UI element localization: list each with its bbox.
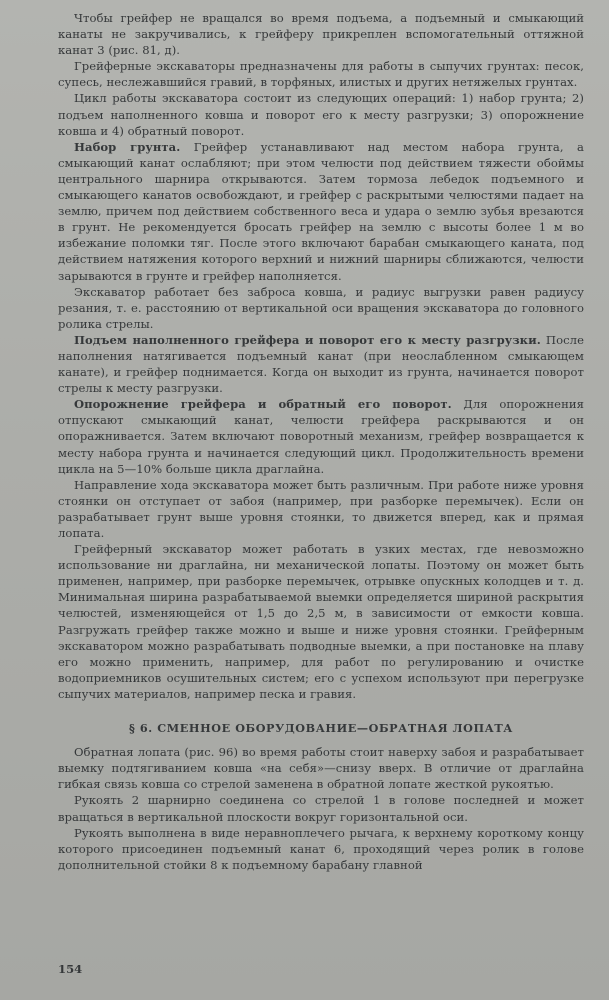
paragraph <box>58 139 584 284</box>
paragraph <box>58 10 584 58</box>
page-number: 154 <box>58 962 83 976</box>
paragraph <box>58 825 584 873</box>
section-heading: § 6. СМЕННОЕ ОБОРУДОВАНИЕ—ОБРАТНАЯ ЛОПАТА <box>128 721 514 736</box>
paragraph-text: Экскаватор работает без заброса ковша, и радиус выгрузки равен радиусу резания, т. е. расстоянию от вертикальной оси вращения экскаватора до головного ролика стрелы. <box>58 284 584 331</box>
paragraph-text: Направление хода экскаватора может быть различным. При работе ниже уровня стоянки он отступает от забоя (например, при разборке перемычек). Если он разрабатывает грунт выше уровня стоянки, то движется вперед, как и прямая лопата. <box>58 477 584 540</box>
paragraph <box>58 477 584 541</box>
paragraph <box>58 541 584 702</box>
paragraph-text: Грейфер устанавливают над местом набора грунта, а смыкающий канат ослабляют; при этом челюсти под действием тяжести обоймы центрального шарнира открываются. Затем тормоза лебедок подъемного и смыкающего канатов освобождают, и грейфер с раскрытыми челюстями падает на землю, причем под действием собственного веса и удара о землю зубья врезаются в грунт. Не рекомендуется бросать грейфер на землю с высоты более 1 м во избежание поломки тяг. После этого включают барабан смыкающего каната, под действием натяжения которого верхний и нижний шарниры сближаются, челюсти зарываются в грунте и грейфер наполняется. <box>58 139 584 283</box>
paragraph-text: Грейферный экскаватор может работать в узких местах, где невозможно использование ни драглайна, ни механической лопаты. Поэтому он может быть применен, например, при разборке перемычек, отрывке опускных колодцев и т. д. Минимальная ширина разрабатываемой выемки определяется шириной раскрытия челюстей, изменяющейся от 1,5 до 2,5 м, в зависимости от емкости ковша. Разгружать грейфер также можно и выше и ниже уровня стоянки. Грейферным экскаватором можно разрабатывать подводные выемки, а при постановке на плаву его можно применить, например, для работ по регулированию и очистке водоприемников осушительных систем; его с успехом используют при перегрузке сыпучих материалов, например песка и гравия. <box>58 542 584 701</box>
paragraph <box>58 792 584 824</box>
paragraph-text: Рукоять выполнена в виде неравноплечего рычага, к верхнему короткому концу которого присоединен подъемный канат 6, проходящий через ролик в голове дополнительной стойки 8 к подъемному барабану главной <box>58 825 584 872</box>
page-body <box>58 10 584 873</box>
paragraph <box>58 90 584 138</box>
paragraph-text: Рукоять 2 шарнирно соединена со стрелой 1 в голове последней и может вращаться в вертикальной плоскости вокруг горизонтальной оси. <box>58 793 584 824</box>
paragraph-lead: Набор грунта. <box>74 139 181 154</box>
paragraph-text: Чтобы грейфер не вращался во время подъема, а подъемный и смыкающий канаты не закручивались, к грейферу прикреплен вспомогательный оттяжной канат 3 (рис. 81, д). <box>58 11 584 58</box>
paragraph-text: Грейферные экскаваторы предназначены для работы в сыпучих грунтах: песок, супесь, неслежавшийся гравий, в торфяных, илистых и других нетяжелых грунтах. <box>58 59 584 90</box>
paragraph-text: После наполнения натягивается подъемный канат (при неослабленном смыкающем канате), и грейфер поднимается. Когда он выходит из грунта, начинается поворот стрелы к месту разгрузки. <box>58 332 584 396</box>
paragraph-lead: Опорожнение грейфера и обратный его поворот. <box>74 397 452 412</box>
paragraph <box>58 58 584 90</box>
paragraph <box>58 744 584 792</box>
paragraph-text: Цикл работы экскаватора состоит из следующих операций: 1) набор грунта; 2) подъем наполненного ковша и поворот его к месту разгрузки; 3) опорожнение ковша и 4) обратный поворот. <box>58 91 584 138</box>
paragraph-text: Для опорожнения отпускают смыкающий канат, челюсти грейфера раскрываются и он опоражнивается. Затем включают поворотный механизм, грейфер возвращается к месту набора грунта и начинается следующий цикл. Продолжительность времени цикла на 5—10% больше цикла драглайна. <box>58 397 584 476</box>
paragraph <box>58 396 584 476</box>
paragraph <box>58 332 584 396</box>
paragraph-text: Обратная лопата (рис. 96) во время работы стоит наверху забоя и разрабатывает выемку подтягиванием ковша «на себя»—снизу вверх. В отличие от драглайна гибкая связь ковша со стрелой заменена в обратной лопате жесткой рукоятью. <box>58 745 584 792</box>
paragraph-lead: Подъем наполненного грейфера и поворот его к месту разгрузки. <box>74 332 541 347</box>
paragraph <box>58 284 584 332</box>
